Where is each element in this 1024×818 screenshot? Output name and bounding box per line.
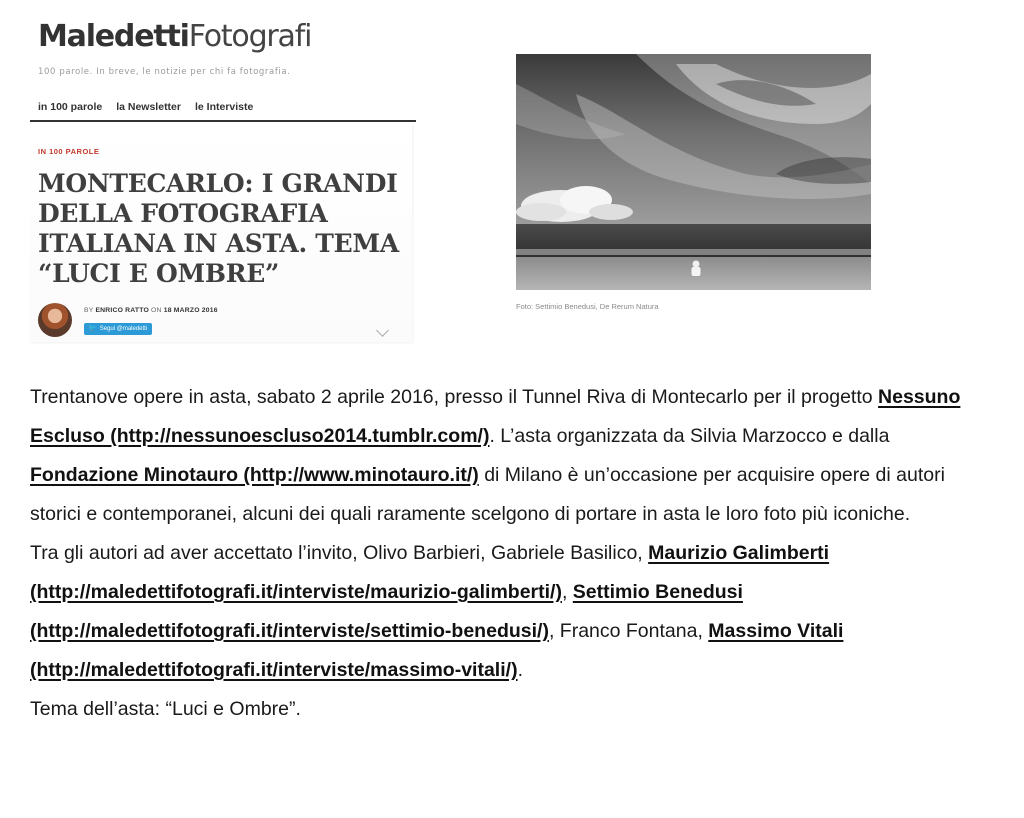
photo-seascape (516, 54, 871, 290)
body-text: . (517, 659, 523, 681)
author-name[interactable]: ENRICO RATTO (95, 307, 149, 314)
nav-item-newsletter[interactable]: la Newsletter (116, 101, 181, 113)
body-text: Tra gli autori ad aver accettato l’invito, Olivo Barbieri, Gabriele Basilico, (30, 542, 649, 564)
body-text: di Milano è un’occasione per acquisire opere di autori storici e contemporanei, alcuni dei quali raramente scelgono di portare in asta le loro foto più iconiche. (30, 464, 945, 525)
author-avatar (38, 303, 72, 337)
follow-label: Segui @maledetti (99, 326, 148, 332)
logo-light: Fotografi (188, 19, 312, 54)
link-massimo-vitali[interactable]: Massimo Vitali (http://maledettifotografi.it/interviste/massimo-vitali/) (30, 620, 844, 681)
main-nav (38, 101, 253, 113)
article-body (30, 378, 998, 729)
body-text: , Franco Fontana, (548, 620, 709, 642)
link-maurizio-galimberti[interactable]: Maurizio Galimberti (http://maledettifotografi.it/interviste/maurizio-galimberti/) (30, 542, 830, 603)
byline-on: ON (148, 307, 164, 314)
body-paragraph-1 (30, 378, 998, 534)
body-text: , (561, 581, 573, 603)
link-settimio-benedusi[interactable]: Settimio Benedusi (http://maledettifotografi.it/interviste/settimio-benedusi/) (30, 581, 743, 642)
nav-divider (30, 120, 416, 122)
body-paragraph-2 (30, 534, 998, 690)
site-tagline: 100 parole. In breve, le notizie per chi fa fotografia. (38, 67, 291, 77)
body-text: Trentanove opere in asta, sabato 2 aprile 2016, presso il Tunnel Riva di Montecarlo per il progetto (30, 386, 879, 408)
photo-caption: Foto: Settimio Benedusi, De Rerum Natura (516, 302, 659, 311)
link-nessuno-escluso[interactable]: Nessuno Escluso (http://nessunoescluso2014.tumblr.com/) (30, 386, 961, 447)
article-photo (516, 54, 871, 290)
twitter-follow-button[interactable] (84, 323, 152, 335)
body-paragraph-3: Tema dell’asta: “Luci e Ombre”. (30, 698, 301, 720)
logo-bold: Maledetti (38, 19, 189, 54)
twitter-bird-icon: 🐦 (88, 325, 97, 332)
article-date: 18 MARZO 2016 (163, 307, 218, 314)
article-byline (84, 307, 218, 314)
nav-item-interviste[interactable]: le Interviste (194, 101, 254, 113)
site-logo[interactable] (38, 20, 311, 54)
article-title: MONTECARLO: I GRANDI DELLA FOTOGRAFIA ITALIANA IN ASTA. TEMA “LUCI E OMBRE” (38, 169, 399, 288)
body-text: . L’asta organizzata da Silvia Marzocco e dalla (489, 425, 890, 447)
link-fondazione-minotauro[interactable]: Fondazione Minotauro (http://www.minotauro.it/) (30, 464, 479, 486)
byline-by: BY (84, 307, 96, 314)
nav-item-100-parole[interactable]: in 100 parole (38, 101, 103, 113)
article-category[interactable]: IN 100 PAROLE (38, 147, 100, 156)
